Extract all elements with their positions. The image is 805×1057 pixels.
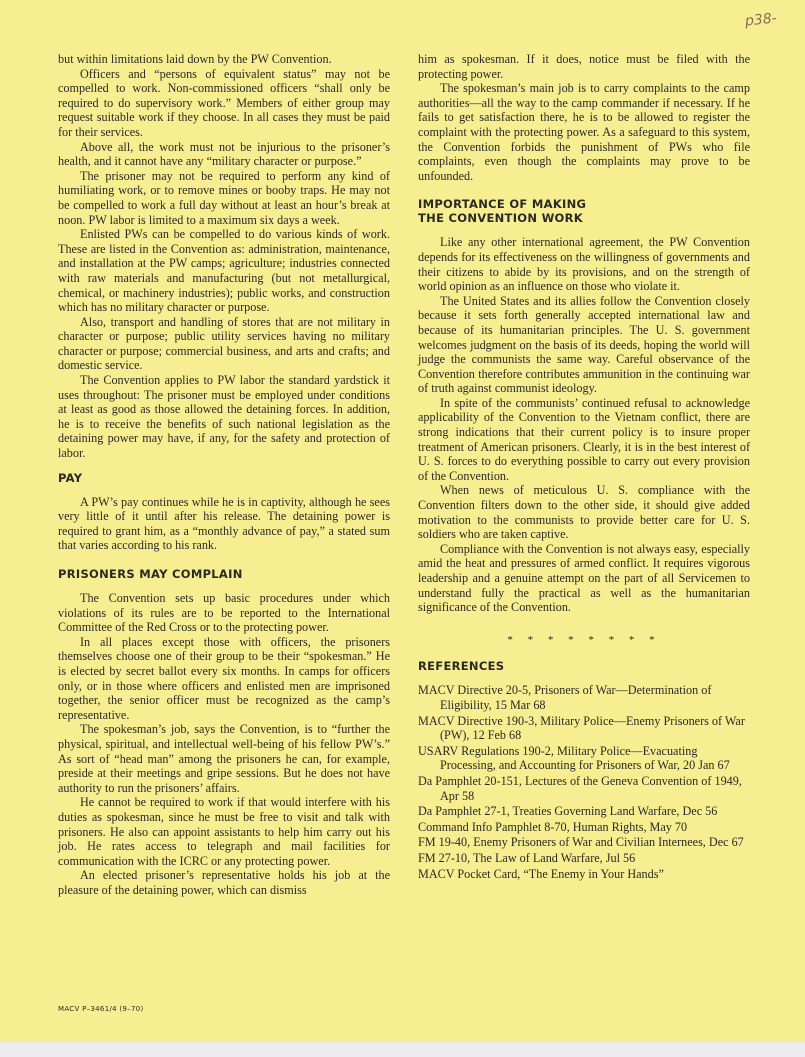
section-heading-prisoners-may-complain: PRISONERS MAY COMPLAIN — [58, 567, 243, 581]
section-heading-references: REFERENCES — [418, 659, 505, 674]
paragraph: Compliance with the Convention is not always easy, especially amid the heat and pressures of armed conflict. It requires vigorous leadership and a genuine attempt on the part of all Servicemen to understand fully the practical as well as the humanitarian significance of the Convention. — [418, 541, 750, 615]
reference-item: Da Pamphlet 27-1, Treaties Governing Land Warfare, Dec 56 — [418, 804, 718, 819]
references-list — [418, 683, 750, 881]
paragraph: Also, transport and handling of stores that are not military in character or purpose; public utility services having no military character or purpose; commercial business, and arts and crafts; and domestic service. — [58, 314, 390, 373]
reference-item: USARV Regulations 190-2, Military Police—Evacuating Processing, and Accounting for Prisoners of War, 20 Jan 67 — [418, 743, 730, 773]
scan-bottom-edge — [0, 1042, 805, 1057]
paragraph: An elected prisoner’s representative holds his job at the pleasure of the detaining power, which can dismiss — [58, 868, 390, 897]
paragraph: In all places except those with officers, the prisoners themselves choose one of their group to be their “spokesman.” He is elected by secret ballot every six months. In camps for officers only, or in those where officers and enlisted men are imprisoned together, the senior officer must be recognized as the camp’s representative. — [58, 634, 390, 722]
paragraph: The Convention sets up basic procedures under which violations of its rules are to be reported to the International Committee of the Red Cross or to the protecting power. — [58, 591, 390, 635]
reference-item: MACV Directive 20-5, Prisoners of War—Determination of Eligibility, 15 Mar 68 — [418, 683, 712, 712]
reference-item: Command Info Pamphlet 8-70, Human Rights, May 70 — [418, 819, 688, 834]
paragraph: him as spokesman. If it does, notice must be filed with the protecting power. — [418, 52, 750, 81]
heading-line-1: IMPORTANCE OF MAKING — [418, 197, 587, 212]
reference-item: MACV Directive 190-3, Military Police—Enemy Prisoners of War (PW), 12 Feb 68 — [418, 713, 745, 743]
paragraph: When news of meticulous U. S. compliance with the Convention filters down to the other side, it should give added motivation to the communists to provide better care for U. S. soldiers who are taken captive. — [418, 483, 750, 542]
reference-item: FM 27-10, The Law of Land Warfare, Jul 56 — [418, 850, 636, 865]
reference-item: FM 19-40, Enemy Prisoners of War and Civilian Internees, Dec 67 — [418, 835, 744, 850]
paragraph: Officers and “persons of equivalent status” may not be compelled to work. Non-commissioned officers “shall only be required to do supervisory work.” Members of either group may request suitable work if they choose. In all cases they must be paid for their services. — [58, 66, 390, 139]
reference-item: MACV Pocket Card, “The Enemy in Your Hands” — [418, 866, 664, 881]
section-divider-stars: * * * * * * * * — [507, 633, 661, 646]
reference-item: Da Pamphlet 20-151, Lectures of the Geneva Convention of 1949, Apr 58 — [418, 773, 742, 803]
paragraph: The prisoner may not be required to perform any kind of humiliating work, or to remove mines or booby traps. He may not be compelled to work a full day without at least an hour’s break at noon. PW labor is limited to a maximum six days a week. — [58, 168, 390, 227]
paragraph: The spokesman’s job, says the Convention, is to “further the physical, spiritual, and intellectual well-being of his fellow PW’s.” As sort of “head man” among the prisoners he can, for example, preside at their meetings and gripe sessions. But he does not have authority to run the prisoners’ affairs. — [58, 722, 390, 795]
paragraph: The spokesman’s main job is to carry complaints to the camp authorities—all the way to the camp commander if necessary. If he fails to get satisfaction there, he is to be allowed to register the complaint with the protecting power. As a safeguard to this system, the Convention forbids the punishment of PWs who file complaints, even though the complaints may prove to be unfounded. — [418, 81, 750, 183]
paragraph: The Convention applies to PW labor the standard yardstick it uses throughout: The prisoner must be employed under conditions at least as good as those allowed the detaining forces. In addition, he is to receive the benefits of such national legislation as the detaining power may have, if any, for the safety and protection of labor. — [58, 373, 390, 461]
section-heading-pay: PAY — [58, 470, 83, 485]
paragraph: Like any other international agreement, the PW Convention depends for its effectiveness on the willingness of governments and their citizens to abide by its provisions, and on the strength of world opinion as an influence on those who violate it. — [418, 235, 750, 294]
paragraph: but within limitations laid down by the PW Convention. — [58, 52, 332, 66]
handwritten-page-number: p38- — [744, 10, 778, 30]
paragraph: In spite of the communists’ continued refusal to acknowledge applicability of the Convention to the Vietnam conflict, there are strong indications that their current policy is to insure proper treatment of American prisoners. Clearly, it is in the best interest of U. S. forces to do everything possible to carry out every provision of the Convention. — [418, 395, 750, 483]
paragraph: Enlisted PWs can be compelled to do various kinds of work. These are listed in the Convention as: administration, maintenance, and installation at the PW camps; agriculture; industries connected with raw materials and manufacturing (but not metallurgical, chemical, or machinery industries); public works, and construction which has no military character or purpose. — [58, 227, 390, 315]
section-heading-importance — [418, 197, 750, 225]
right-column — [418, 52, 750, 882]
paragraph: A PW’s pay continues while he is in captivity, although he sees very little of it until after his release. The detaining power is required to grant him, as a “monthly advance of pay,” a stated sum that varies according to his rank. — [58, 494, 390, 553]
paragraph: He cannot be required to work if that would interfere with his duties as spokesman, since he must be free to visit and talk with prisoners. He also can appoint assistants to help him carry out his job. He rates access to telegraph and mail facilities for communication with the ICRC or any protecting power. — [58, 795, 390, 868]
form-number-footer: MACV P–3461/4 (9–70) — [58, 1005, 144, 1013]
left-column — [58, 52, 390, 897]
paragraph: The United States and its allies follow the Convention closely because it sets forth generally accepted international law and because of its humanitarian principles. The U. S. government welcomes judgment on the basis of its deeds, hoping the world will judge the communists the same way. Careful observance of the Convention therefore contributes ammunition in the continuing war of truth against communist ideology. — [418, 293, 750, 396]
heading-line-2: THE CONVENTION WORK — [418, 211, 584, 226]
paragraph: Above all, the work must not be injurious to the prisoner’s health, and it cannot have any “military character or purpose.” — [58, 139, 390, 169]
